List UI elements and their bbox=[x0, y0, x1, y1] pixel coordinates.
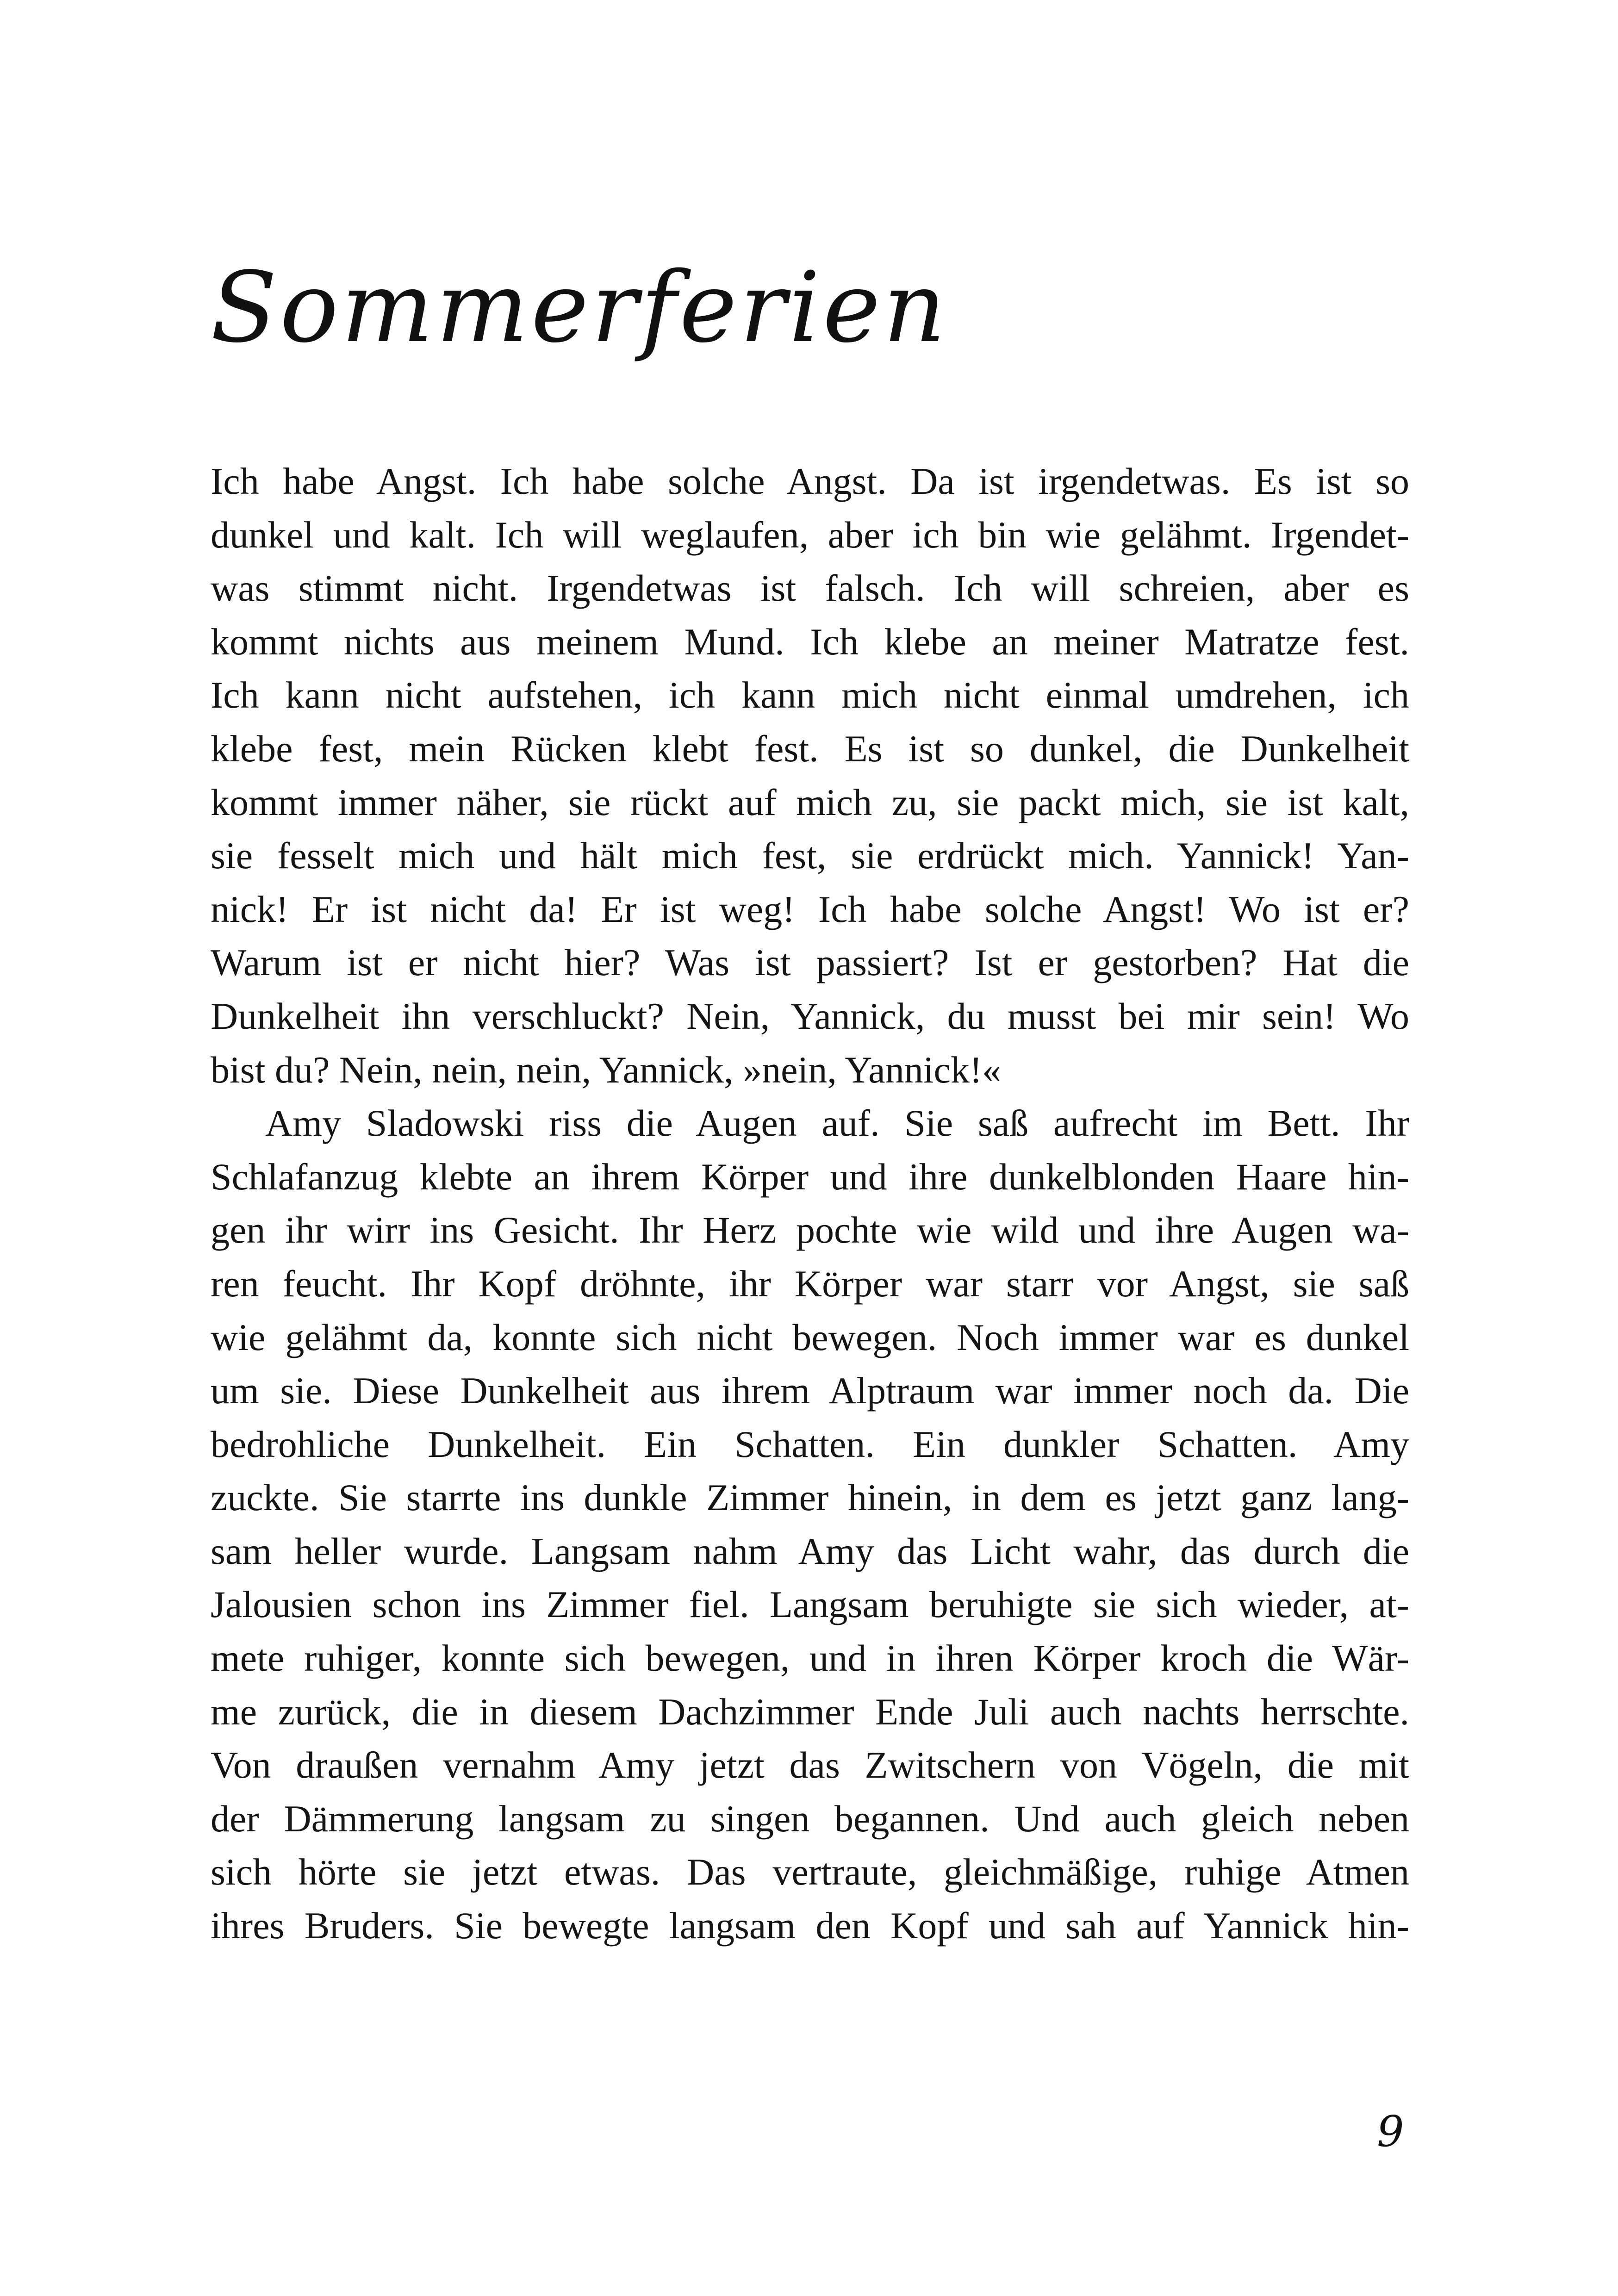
text-line: bedrohliche Dunkelheit. Ein Schatten. Ein dunkler Schatten. Amy bbox=[211, 1423, 1409, 1465]
page-number: 9 bbox=[1377, 2107, 1404, 2156]
text-line: sich hörte sie jetzt etwas. Das vertraute, gleichmäßige, ruhige Atmen bbox=[211, 1851, 1409, 1893]
text-line: klebe fest, mein Rücken klebt fest. Es ist so dunkel, die Dunkelheit bbox=[211, 727, 1409, 770]
text-line: mete ruhiger, konnte sich bewegen, und in ihren Körper kroch die Wär- bbox=[211, 1637, 1409, 1680]
text-line: ren feucht. Ihr Kopf dröhnte, ihr Körper war starr vor Angst, sie saß bbox=[211, 1262, 1409, 1305]
text-line: Ich kann nicht aufstehen, ich kann mich nicht einmal umdrehen, ich bbox=[211, 674, 1409, 716]
text-line: me zurück, die in diesem Dachzimmer Ende Juli auch nachts herrschte. bbox=[211, 1690, 1409, 1733]
text-line: dunkel und kalt. Ich will weglaufen, aber ich bin wie gelähmt. Irgendet- bbox=[211, 513, 1409, 556]
text-line: ihres Bruders. Sie bewegte langsam den Kopf und sah auf Yannick hin- bbox=[211, 1904, 1409, 1947]
text-line: Amy Sladowski riss die Augen auf. Sie saß aufrecht im Bett. Ihr bbox=[265, 1102, 1409, 1145]
text-line: kommt immer näher, sie rückt auf mich zu, sie packt mich, sie ist kalt, bbox=[211, 781, 1409, 823]
text-line: wie gelähmt da, konnte sich nicht bewegen. Noch immer war es dunkel bbox=[211, 1316, 1409, 1358]
text-line: der Dämmerung langsam zu singen begannen. Und auch gleich neben bbox=[211, 1797, 1409, 1840]
text-line: Schlafanzug klebte an ihrem Körper und ihre dunkelblonden Haare hin- bbox=[211, 1155, 1409, 1198]
text-line: nick! Er ist nicht da! Er ist weg! Ich habe solche Angst! Wo ist er? bbox=[211, 888, 1409, 930]
chapter-title: Sommerferien bbox=[211, 251, 949, 364]
text-line: sie fesselt mich und hält mich fest, sie erdrückt mich. Yannick! Yan- bbox=[211, 834, 1409, 877]
text-line: was stimmt nicht. Irgendetwas ist falsch. Ich will schreien, aber es bbox=[211, 567, 1409, 610]
text-line: Jalousien schon ins Zimmer fiel. Langsam beruhigte sie sich wieder, at- bbox=[211, 1583, 1409, 1626]
text-line: Von draußen vernahm Amy jetzt das Zwitschern von Vögeln, die mit bbox=[211, 1744, 1409, 1786]
text-line: gen ihr wirr ins Gesicht. Ihr Herz pochte wie wild und ihre Augen wa- bbox=[211, 1209, 1409, 1251]
text-line: zuckte. Sie starrte ins dunkle Zimmer hinein, in dem es jetzt ganz lang- bbox=[211, 1476, 1409, 1519]
body-text bbox=[211, 454, 1409, 1953]
text-line: Dunkelheit ihn verschluckt? Nein, Yannick, du musst bei mir sein! Wo bbox=[211, 995, 1409, 1037]
text-line: um sie. Diese Dunkelheit aus ihrem Alptraum war immer noch da. Die bbox=[211, 1369, 1409, 1412]
text-line: bist du? Nein, nein, nein, Yannick, »nein, Yannick!« bbox=[211, 1048, 1002, 1091]
text-line: sam heller wurde. Langsam nahm Amy das Licht wahr, das durch die bbox=[211, 1530, 1409, 1572]
text-line: kommt nichts aus meinem Mund. Ich klebe an meiner Matratze fest. bbox=[211, 620, 1409, 663]
text-line: Warum ist er nicht hier? Was ist passiert? Ist er gestorben? Hat die bbox=[211, 941, 1409, 984]
text-line: Ich habe Angst. Ich habe solche Angst. Da ist irgendetwas. Es ist so bbox=[211, 460, 1409, 502]
